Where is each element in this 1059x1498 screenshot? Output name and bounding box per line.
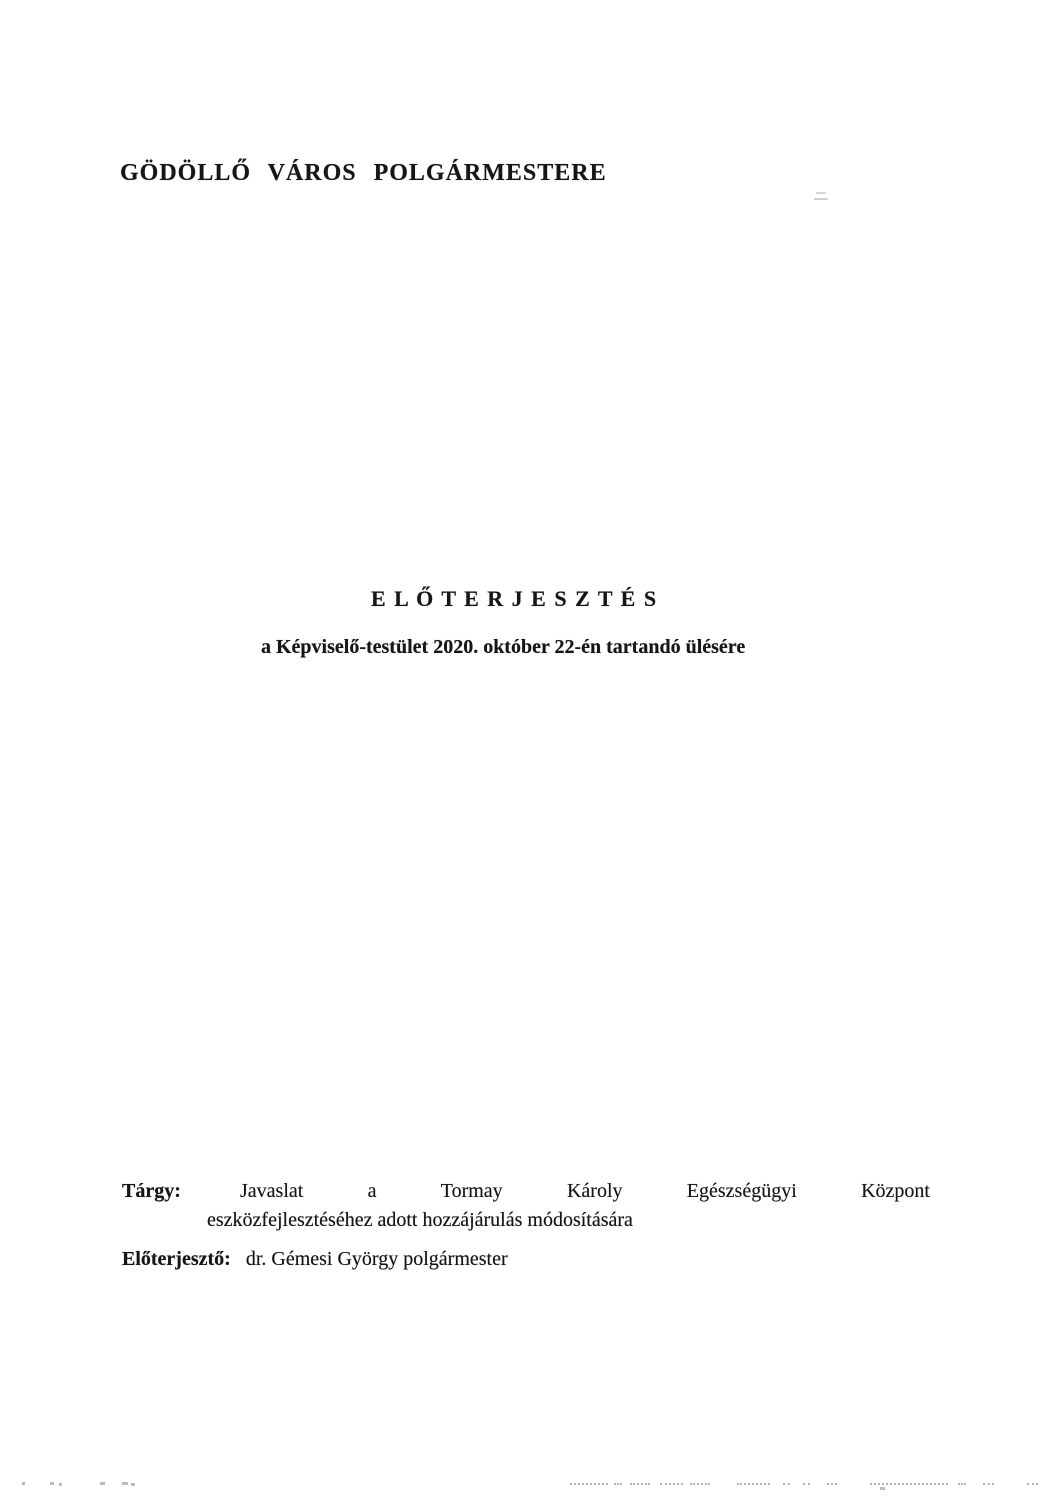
scan-noise-line	[827, 1483, 837, 1485]
subject-label: Tárgy:	[122, 1180, 181, 1202]
header-office-name: GÖDÖLLŐ VÁROS POLGÁRMESTERE	[120, 160, 607, 186]
scan-speckle	[816, 192, 826, 194]
scan-noise-mark	[122, 1482, 128, 1485]
scan-noise-mark	[880, 1487, 885, 1490]
scan-noise-mark	[22, 1482, 25, 1485]
subject-word: Tormay	[440, 1180, 503, 1202]
scan-noise-line	[614, 1483, 622, 1485]
subject-word: Károly	[566, 1180, 623, 1202]
scan-noise-line	[803, 1483, 810, 1485]
scan-noise-mark	[50, 1482, 54, 1485]
presenter-line	[122, 1248, 508, 1271]
scan-noise-line	[1027, 1483, 1038, 1485]
presenter-value: dr. Gémesi György polgármester	[245, 1248, 508, 1270]
scan-noise-line	[570, 1483, 608, 1485]
scan-noise-line	[690, 1483, 710, 1485]
subject-word: Központ	[861, 1180, 930, 1202]
scan-noise-line	[737, 1483, 770, 1485]
scan-noise-mark	[100, 1482, 105, 1485]
scan-noise-line	[630, 1483, 650, 1485]
subject-line-2: eszközfejlesztéséhez adott hozzájárulás módosítására	[207, 1209, 633, 1231]
document-title: E L Ő T E R J E S Z T É S	[371, 586, 658, 611]
subject-line-1	[240, 1180, 930, 1203]
scan-speckle	[814, 198, 828, 200]
scan-noise-line	[660, 1483, 683, 1485]
subject-word: a	[367, 1180, 377, 1202]
presenter-label: Előterjesztő:	[122, 1248, 231, 1270]
scan-noise-line	[983, 1483, 994, 1485]
scan-noise-mark	[131, 1483, 135, 1486]
scan-noise-line	[870, 1483, 948, 1485]
subject-word: Javaslat	[240, 1180, 304, 1202]
scan-noise-line	[958, 1483, 966, 1485]
meeting-subtitle: a Képviselő-testület 2020. október 22-én tartandó ülésére	[261, 636, 746, 658]
scan-noise-mark	[59, 1483, 62, 1486]
presenter-value-spacer	[236, 1248, 241, 1270]
scan-noise-line	[783, 1483, 790, 1485]
subject-word: Egészségügyi	[686, 1180, 797, 1202]
